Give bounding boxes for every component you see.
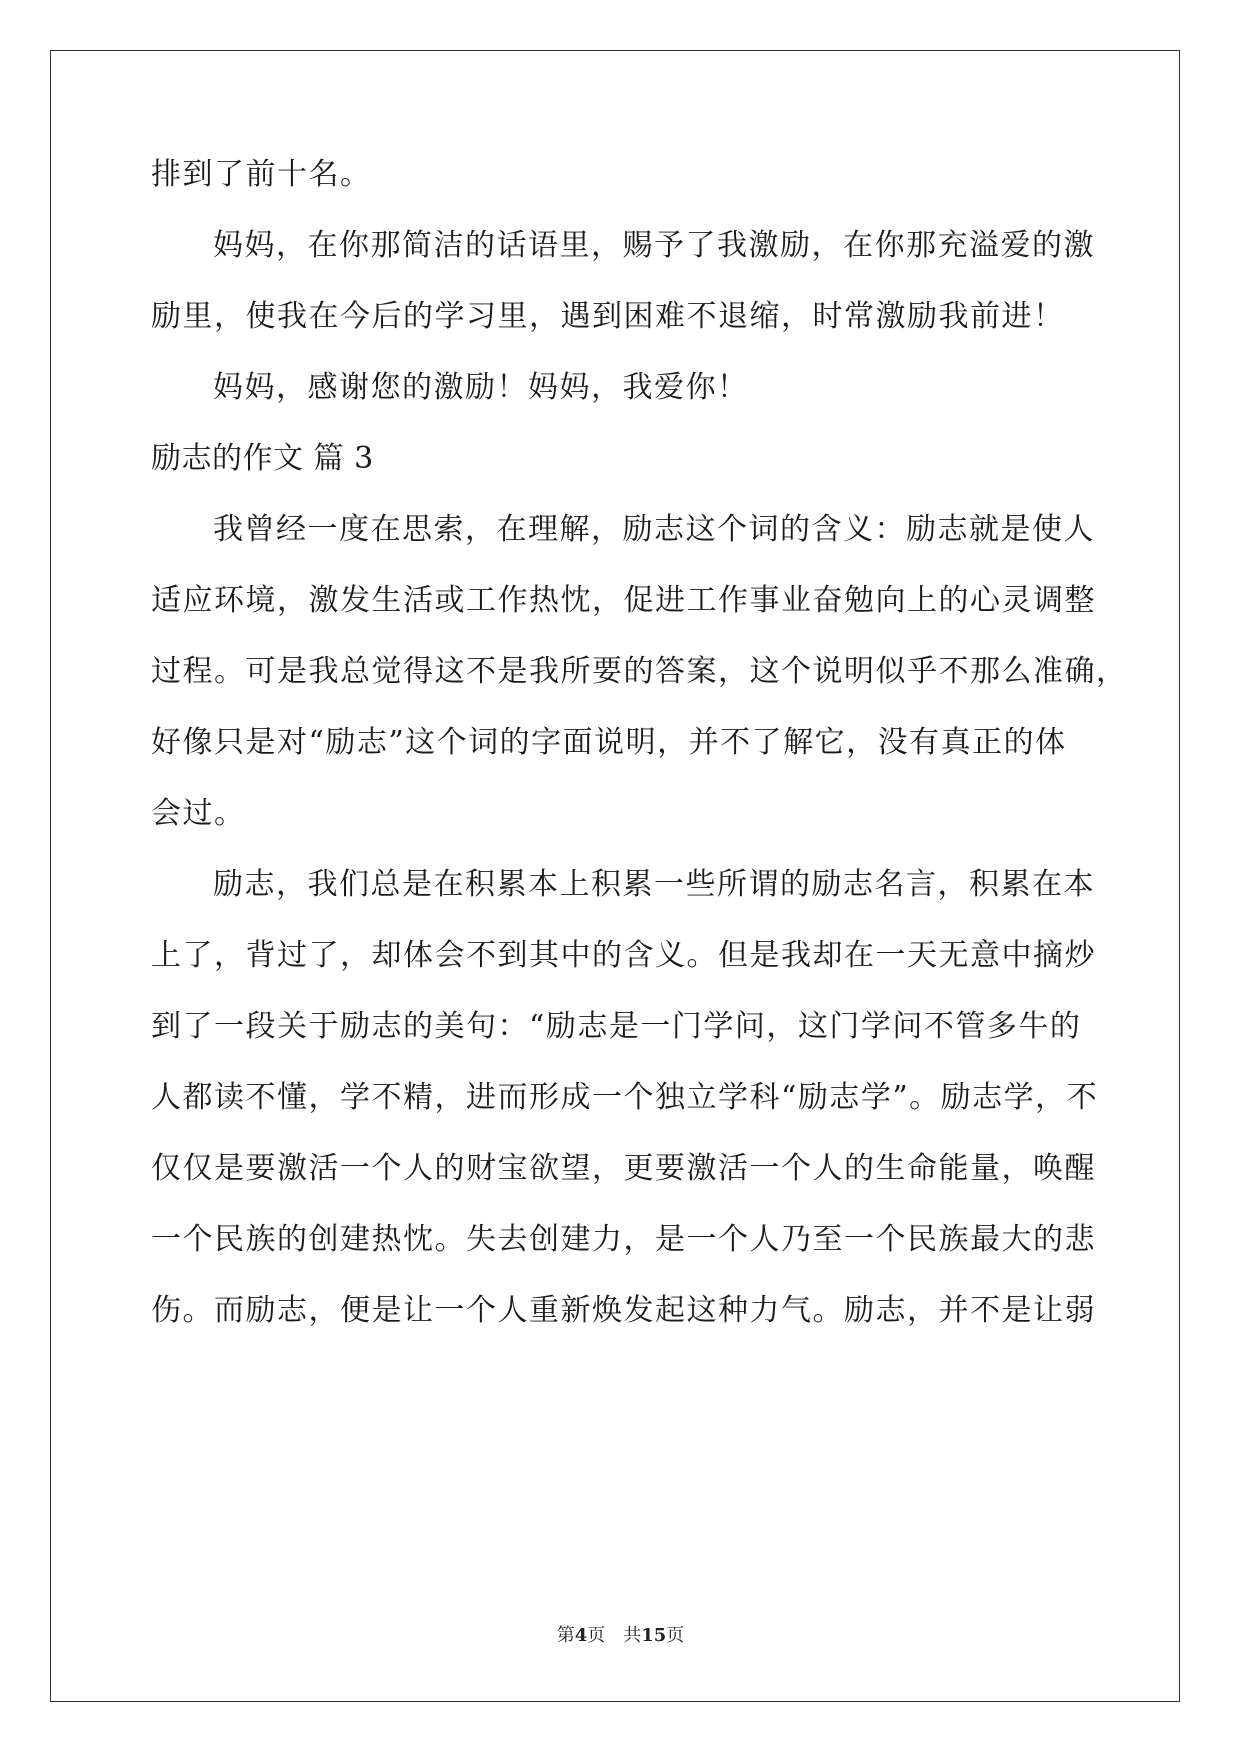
total-prefix: 共 — [623, 1625, 642, 1646]
paragraph-line: 上了，背过了，却体会不到其中的含义。但是我却在一天无意中摘炒 — [151, 938, 1096, 973]
paragraph-line: 过程。可是我总觉得这不是我所要的答案，这个说明似乎不那么准确， — [151, 654, 1128, 689]
paragraph-line: 妈妈，在你那简洁的话语里，赐予了我激励，在你那充溢爱的激 — [213, 228, 1095, 263]
page-footer — [0, 1624, 1241, 1648]
paragraph-line: 排到了前十名。 — [151, 157, 372, 192]
paragraph-line: 励志，我们总是在积累本上积累一些所谓的励志名言，积累在本 — [213, 867, 1095, 902]
section-heading: 励志的作文 篇 3 — [151, 441, 374, 476]
paragraph-line: 励里，使我在今后的学习里，遇到困难不退缩，时常激励我前进！ — [151, 299, 1065, 334]
page-suffix: 页 — [587, 1625, 606, 1646]
paragraph-line: 一个民族的创建热忱。失去创建力，是一个人乃至一个民族最大的悲 — [151, 1222, 1096, 1257]
paragraph-line: 妈妈，感谢您的激励！妈妈，我爱你！ — [213, 370, 749, 405]
total-page-count: 15 — [641, 1625, 667, 1646]
paragraph-line: 仅仅是要激活一个人的财宝欲望，更要激活一个人的生命能量，唤醒 — [151, 1151, 1096, 1186]
paragraph-line: 我曾经一度在思索，在理解，励志这个词的含义：励志就是使人 — [213, 512, 1095, 547]
paragraph-line: 会过。 — [151, 796, 246, 831]
paragraph-line: 人都读不懂，学不精，进而形成一个独立学科“励志学”。励志学，不 — [151, 1080, 1099, 1115]
paragraph-line: 伤。而励志，便是让一个人重新焕发起这种力气。励志，并不是让弱 — [151, 1293, 1096, 1328]
paragraph-line: 适应环境，激发生活或工作热忱，促进工作事业奋勉向上的心灵调整 — [151, 583, 1096, 618]
page-prefix: 第 — [556, 1625, 575, 1646]
total-suffix: 页 — [666, 1625, 685, 1646]
current-page-number: 4 — [574, 1625, 588, 1646]
paragraph-line: 好像只是对“励志”这个词的字面说明，并不了解它，没有真正的体 — [151, 725, 1067, 760]
paragraph-line: 到了一段关于励志的美句：“励志是一门学问，这门学问不管多牛的 — [151, 1009, 1082, 1044]
